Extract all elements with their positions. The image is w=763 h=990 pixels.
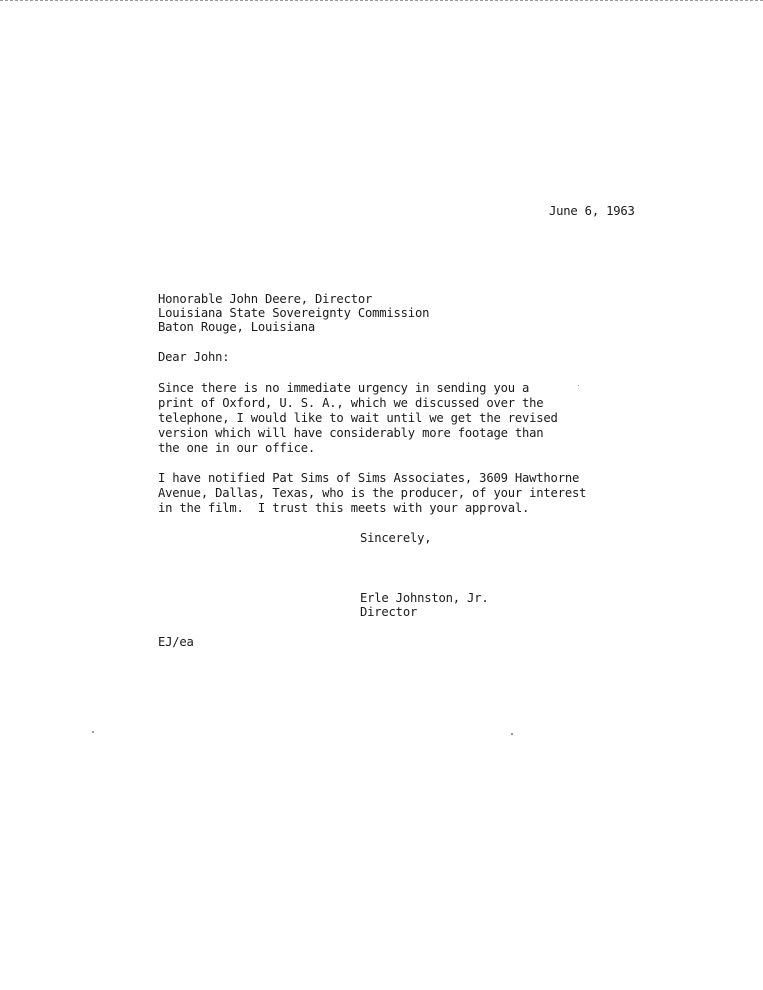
body-paragraph-1-line-5: the one in our office. xyxy=(158,441,316,455)
body-paragraph-2-line-3: in the film. I trust this meets with your approval. xyxy=(158,501,530,515)
letter-date: June 6, 1963 xyxy=(549,204,635,218)
reference-initials: EJ/ea xyxy=(158,635,194,649)
body-paragraph-1-line-4: version which will have considerably more footage than xyxy=(158,426,544,440)
recipient-line-1: Honorable John Deere, Director xyxy=(158,292,373,306)
body-paragraph-1-line-2: print of Oxford, U. S. A., which we discussed over the xyxy=(158,396,544,410)
body-paragraph-1-line-1: Since there is no immediate urgency in sending you a xyxy=(158,381,530,395)
scan-speck xyxy=(578,385,579,386)
body-paragraph-2-line-2: Avenue, Dallas, Texas, who is the producer, of your interest xyxy=(158,486,587,500)
body-paragraph-1-line-3: telephone, I would like to wait until we get the revised xyxy=(158,411,558,425)
body-paragraph-2-line-1: I have notified Pat Sims of Sims Associates, 3609 Hawthorne xyxy=(158,471,580,485)
signature-name: Erle Johnston, Jr. xyxy=(360,591,489,605)
salutation: Dear John: xyxy=(158,350,230,364)
scan-speck xyxy=(511,733,513,735)
recipient-line-2: Louisiana State Sovereignty Commission xyxy=(158,306,430,320)
recipient-line-3: Baton Rouge, Louisiana xyxy=(158,320,316,334)
closing: Sincerely, xyxy=(360,531,432,545)
scan-speck xyxy=(92,731,94,733)
signature-title: Director xyxy=(360,605,418,619)
page-top-edge xyxy=(0,0,763,1)
